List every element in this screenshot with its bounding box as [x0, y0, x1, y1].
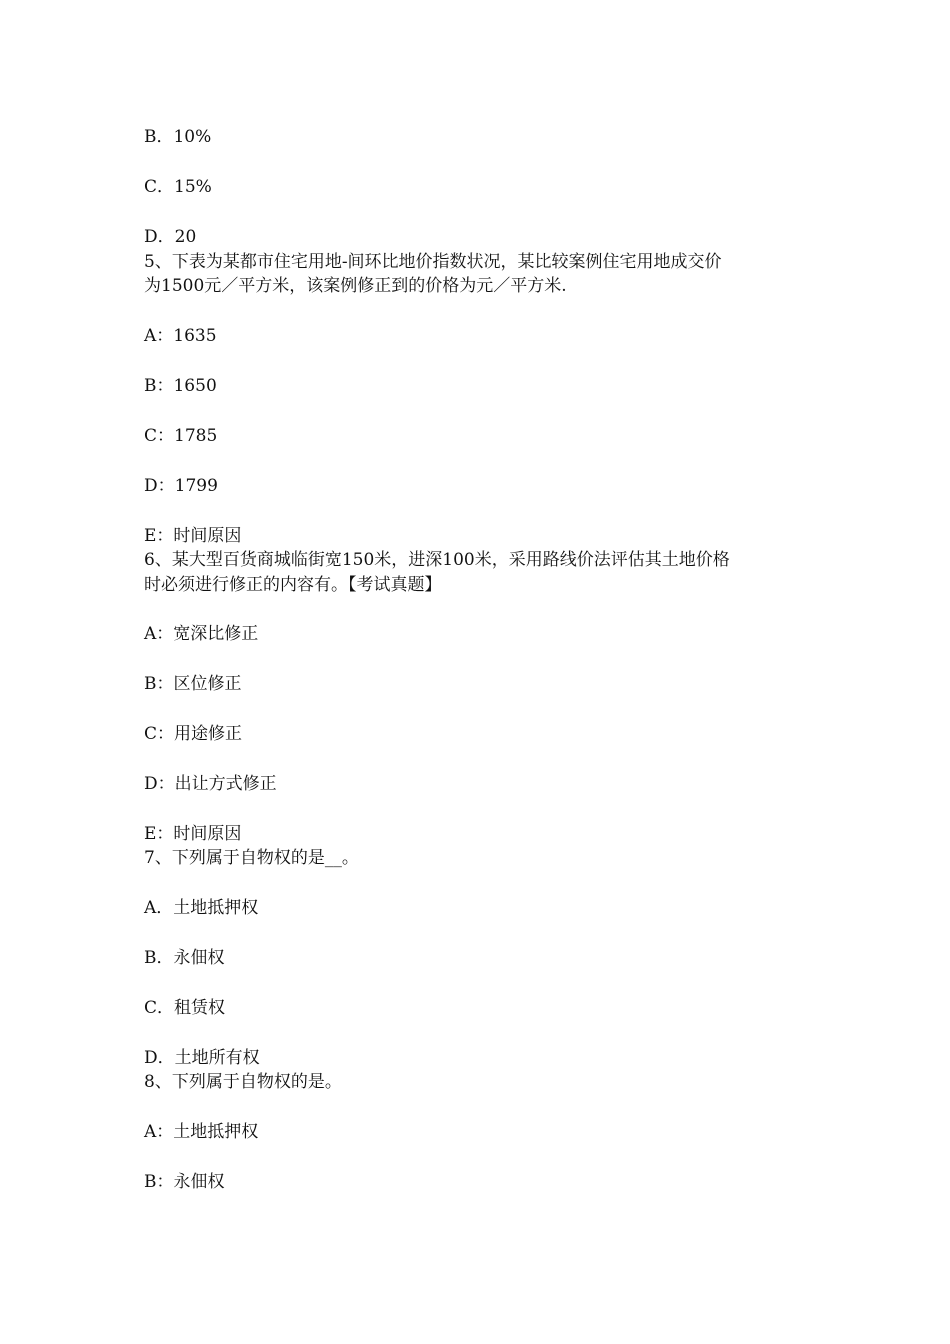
q5-stem-line-1: 5、下表为某都市住宅用地-间环比地价指数状况，某比较案例住宅用地成交价: [144, 252, 722, 272]
q4-option-b: B．10%: [144, 127, 212, 147]
q5-stem-line-2: 为1500元／平方米，该案例修正到的价格为元／平方米.: [144, 276, 567, 296]
q6-stem-line-2: 时必须进行修正的内容有。【考试真题】: [144, 575, 442, 595]
q4-option-c: C．15%: [144, 177, 212, 197]
q6-stem-line-1: 6、某大型百货商城临街宽150米，进深100米，采用路线价法评估其土地价格: [144, 550, 730, 570]
q5-option-d: D：1799: [144, 476, 218, 496]
q8-option-a: A：土地抵押权: [144, 1122, 259, 1142]
q7-stem: 7、下列属于自物权的是__。: [144, 848, 359, 868]
q6-option-a: A：宽深比修正: [144, 624, 259, 644]
q6-option-b: B：区位修正: [144, 674, 242, 694]
q7-option-c: C．租赁权: [144, 998, 226, 1018]
q5-option-b: B：1650: [144, 376, 217, 396]
q7-option-b: B．永佃权: [144, 948, 225, 968]
q6-option-e: E：时间原因: [144, 824, 242, 844]
q5-option-a: A：1635: [144, 326, 217, 346]
q6-option-d: D：出让方式修正: [144, 774, 277, 794]
q7-option-a: A．土地抵押权: [144, 898, 259, 918]
q8-stem: 8、下列属于自物权的是。: [144, 1072, 342, 1092]
q5-option-c: C：1785: [144, 426, 218, 446]
q6-option-c: C：用途修正: [144, 724, 243, 744]
q5-option-e: E：时间原因: [144, 526, 242, 546]
q4-option-d: D．20: [144, 227, 197, 247]
q8-option-b: B：永佃权: [144, 1172, 225, 1192]
q7-option-d: D．土地所有权: [144, 1048, 260, 1068]
